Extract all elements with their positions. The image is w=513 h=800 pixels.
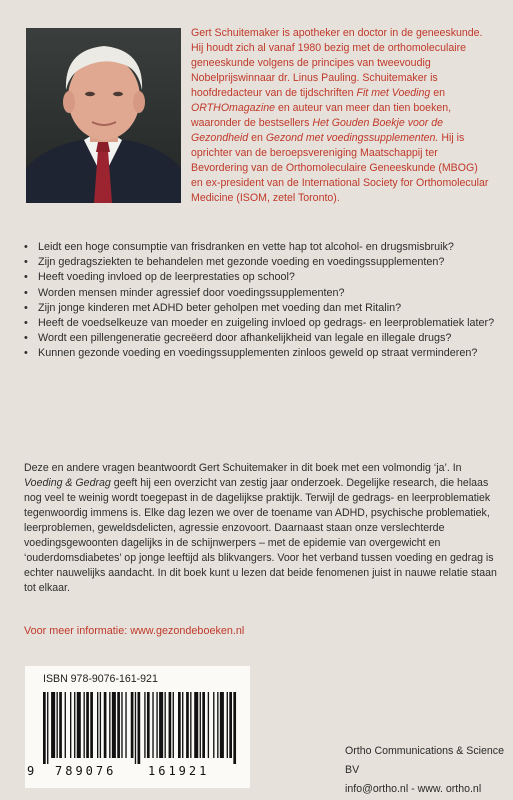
barcode-bar	[200, 692, 201, 758]
bio-text: en auteur van meer dan tien boeken, waaronder de bestsellers	[191, 102, 452, 129]
description-text: geeft hij een overzicht van zestig jaar onderzoek. Degelijke research, die helaas nog veel te weinig wordt toegepast in de dagelijkse praktijk. Terwijl de gedrags- en leerproblematiek tegenwoordig immens is. Elke dag lezen we over de toename van ADHD, psychische problematiek, leerproblemen, geweldsdelicten, agressie enzovoort. Daarnaast staan onze verslechterde voedingsgewoonten dagelijks in de schijnwerpers – met de epidemie van overgewicht en ‘ouderdomsdiabetes’ op jonge leeftijd als blikvangers. Voor het verband tussen voeding en gedrag is echter nauwelijks aandacht. In dit boek kunt u lezen dat beide fenomenen juist in nauwe relatie staan tot elkaar.	[24, 477, 497, 594]
bio-text: Hij is oprichter van de beroepsvereniging Maatschappij ter Bevordering van de Orthomoleculaire Geneeskunde (MBOG) en ex-president van de International Society for Orthomolecular Medicine (ISOM, zetel Toronto).	[191, 132, 489, 204]
barcode-bar	[117, 692, 120, 758]
question-item	[24, 346, 504, 361]
barcode-bar	[178, 692, 181, 758]
question-item	[24, 286, 504, 301]
barcode-bar	[202, 692, 205, 758]
publisher-info	[345, 742, 513, 799]
question-item	[24, 255, 504, 270]
barcode-bar	[165, 692, 166, 758]
book-title: Voeding & Gedrag	[24, 477, 111, 489]
barcode-bar	[169, 692, 172, 758]
barcode-bar	[220, 692, 224, 758]
question-text: Kunnen gezonde voeding en voedingssupplementen zinloos geweld op straat verminderen?	[38, 347, 478, 360]
barcode-bar	[217, 692, 218, 758]
barcode-bar	[109, 692, 110, 758]
barcode-bar	[77, 692, 81, 758]
question-list	[24, 240, 504, 362]
question-text: Worden mensen minder agressief door voedingssupplementen?	[38, 286, 345, 299]
bullet-icon: •	[24, 256, 28, 269]
barcode-first-digit: 9	[27, 764, 35, 778]
barcode-bar	[144, 692, 145, 758]
barcode-bar	[74, 692, 75, 758]
bullet-icon: •	[24, 317, 28, 330]
barcode-bar	[186, 692, 189, 758]
barcode-bar	[138, 692, 141, 764]
question-text: Wordt een pillengeneratie gecreëerd door afhankelijkheid van legale en illegale drugs?	[38, 332, 452, 345]
barcode-bar	[121, 692, 122, 758]
barcode-bar	[131, 692, 134, 758]
barcode-bar	[213, 692, 214, 758]
barcode-bars	[33, 692, 243, 764]
book-title: Gezond met voedingssupplementen.	[265, 132, 439, 144]
barcode-bar	[51, 692, 55, 758]
question-item	[24, 240, 504, 255]
barcode-bar	[125, 692, 126, 758]
barcode-bar	[43, 692, 46, 764]
author-photo	[26, 28, 181, 203]
question-item	[24, 331, 504, 346]
isbn-barcode	[25, 666, 250, 788]
question-item	[24, 301, 504, 316]
barcode-bar	[100, 692, 101, 758]
bio-text: en	[248, 132, 266, 144]
magazine-title: ORTHOmagazine	[191, 102, 275, 114]
barcode-bar	[90, 692, 93, 758]
publisher-contact: info@ortho.nl - www. ortho.nl	[345, 783, 482, 795]
bullet-icon: •	[24, 241, 28, 253]
barcode-bar	[194, 692, 198, 758]
barcode-digits-left: 789076	[55, 764, 117, 778]
question-text: Heeft voeding invloed op de leerprestaties op school?	[38, 271, 295, 284]
bullet-icon: •	[24, 347, 28, 360]
barcode-bar	[233, 692, 236, 764]
more-info-text: Voor meer informatie: www.gezondeboeken.nl	[24, 625, 245, 637]
barcode-bar	[229, 692, 232, 758]
barcode-bar	[59, 692, 62, 758]
barcode-bar	[97, 692, 98, 758]
author-portrait-image	[26, 28, 181, 203]
barcode-bar	[147, 692, 150, 758]
barcode-bar	[57, 692, 58, 758]
barcode-bar	[159, 692, 163, 758]
barcode-bar	[173, 692, 174, 758]
barcode-bar	[227, 692, 228, 758]
barcode-bar	[112, 692, 116, 758]
barcode-bar	[208, 692, 209, 758]
question-text: Heeft de voedselkeuze van moeder en zuigeling invloed op gedrags- en leerproblematiek later?	[38, 317, 495, 330]
barcode-bar	[84, 692, 85, 758]
bio-text: Gert Schuitemaker is apotheker en doctor in de geneeskunde. Hij houdt zich al vanaf 1980 bezig met de orthomoleculaire geneeskunde volgens de principes van tweevoudig Nobelprijswinnaar dr. Linus Pauling. Schuitemaker is hoofdredacteur van de tijdschriften	[191, 27, 483, 99]
barcode-bar	[190, 692, 191, 758]
barcode-bar	[104, 692, 107, 758]
isbn-label: ISBN 978-9076-161-921	[43, 673, 158, 685]
barcode-bar	[47, 692, 48, 764]
barcode-bar	[70, 692, 71, 758]
question-text: Leidt een hoge consumptie van frisdranken en vette hap tot alcohol- en drugsmisbruik?	[38, 241, 454, 253]
publisher-name: Ortho Communications & Science BV	[345, 745, 504, 776]
barcode-bar	[156, 692, 157, 758]
magazine-title: Fit met Voeding	[356, 87, 431, 99]
description-text: Deze en andere vragen beantwoordt Gert Schuitemaker in dit boek met een volmondig ‘ja’. In	[24, 462, 462, 474]
description-paragraph	[24, 461, 500, 596]
bullet-icon: •	[24, 286, 28, 299]
barcode-bar	[135, 692, 136, 764]
bullet-icon: •	[24, 301, 28, 314]
book-title: Het Gouden Boekje voor de Gezondheid	[191, 117, 444, 144]
question-item	[24, 316, 504, 331]
question-item	[24, 270, 504, 285]
barcode-bar	[182, 692, 183, 758]
bullet-icon: •	[24, 332, 28, 345]
bullet-icon: •	[24, 271, 28, 284]
bio-text: en	[430, 87, 446, 99]
author-biography	[191, 26, 491, 206]
barcode-bar	[86, 692, 89, 758]
barcode-digits-right: 161921	[148, 764, 210, 778]
question-text: Zijn jonge kinderen met ADHD beter geholpen met voeding dan met Ritalin?	[38, 301, 402, 314]
barcode-bar	[152, 692, 153, 758]
barcode-bar	[65, 692, 66, 758]
question-text: Zijn gedragsziekten te behandelen met gezonde voeding en voedingssupplementen?	[38, 256, 445, 269]
